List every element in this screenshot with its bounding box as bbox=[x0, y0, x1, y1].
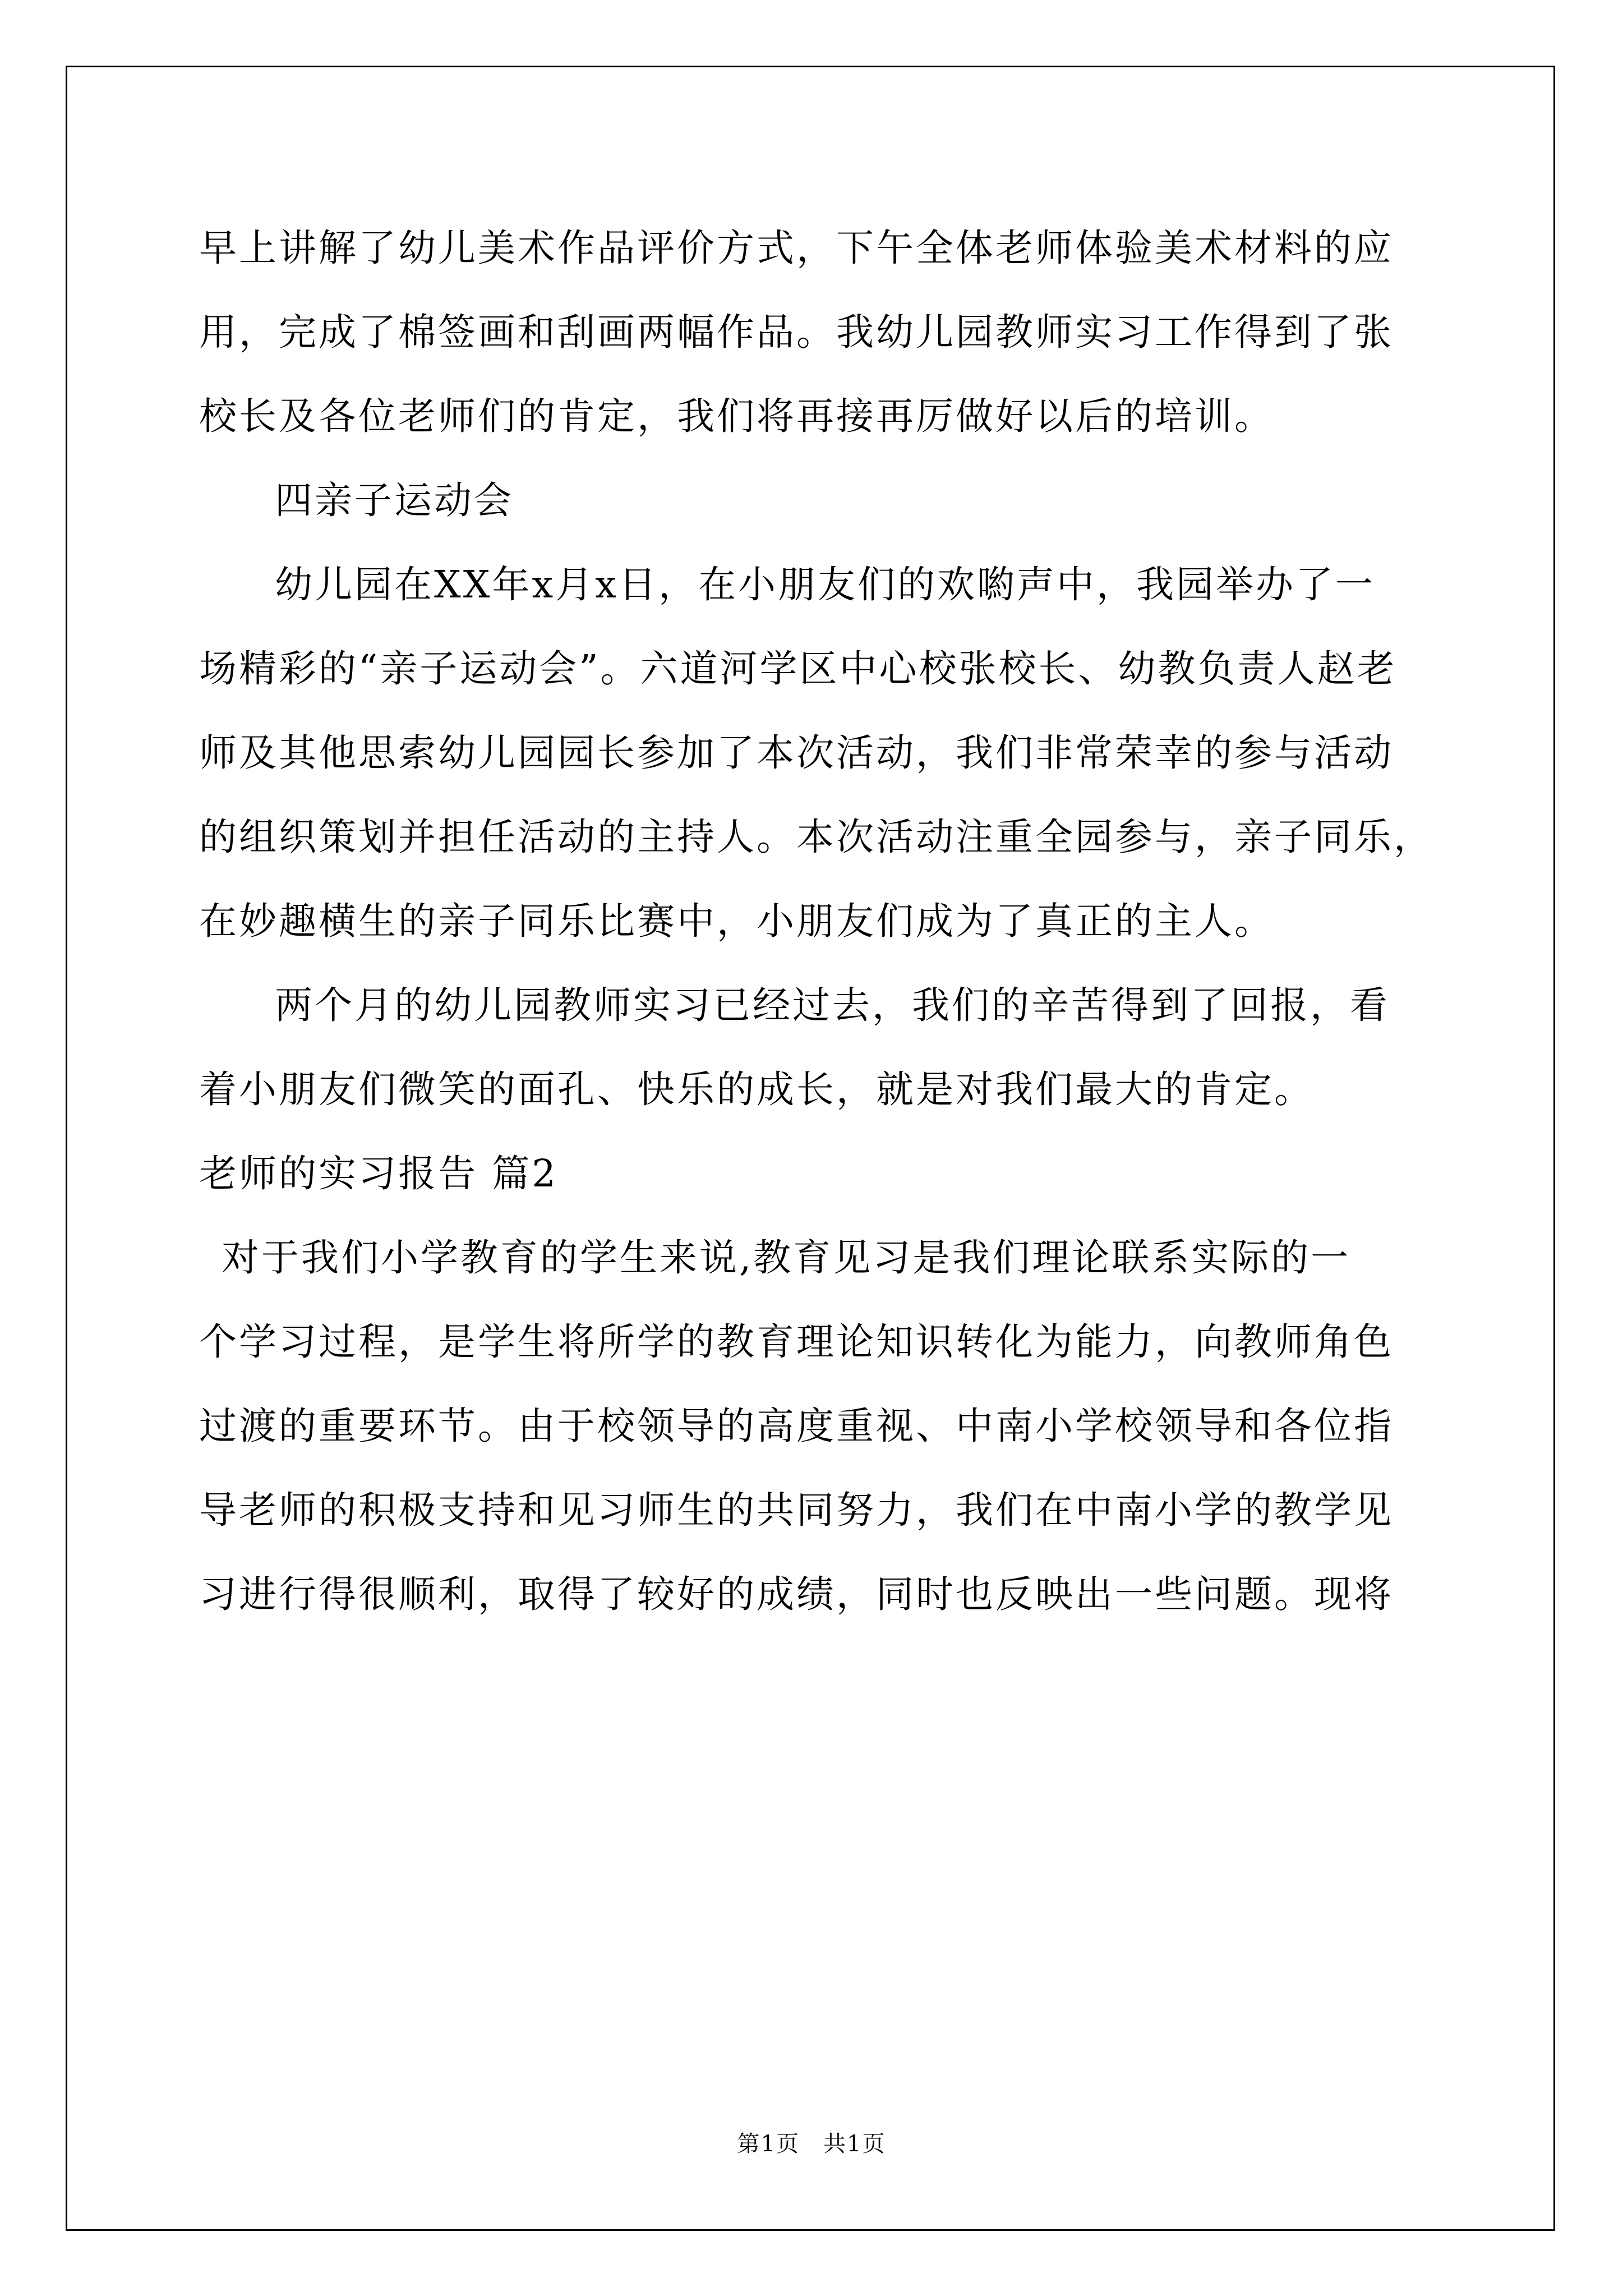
paragraph-line: 校长及各位老师们的肯定，我们将再接再厉做好以后的培训。 bbox=[199, 394, 1274, 438]
section-heading: 四亲子运动会 bbox=[275, 478, 514, 522]
article-title: 老师的实习报告 篇2 bbox=[199, 1152, 558, 1195]
paragraph-line: 在妙趣横生的亲子同乐比赛中，小朋友们成为了真正的主人。 bbox=[199, 899, 1274, 943]
paragraph-line: 用，完成了棉签画和刮画两幅作品。我幼儿园教师实习工作得到了张 bbox=[199, 310, 1394, 354]
paragraph-line: 幼儿园在XX年x月x日，在小朋友们的欢喲声中，我园举办了一 bbox=[275, 563, 1375, 606]
paragraph-line: 早上讲解了幼儿美术作品评价方式，下午全体老师体验美术材料的应 bbox=[199, 226, 1394, 270]
document-body bbox=[199, 206, 1455, 1636]
paragraph-line: 师及其他思索幼儿园园长参加了本次活动，我们非常荣幸的参与活动 bbox=[199, 731, 1394, 775]
paragraph-line: 的组织策划并担任活动的主持人。本次活动注重全园参与，亲子同乐， bbox=[199, 815, 1433, 859]
paragraph-line: 习进行得很顺利，取得了较好的成绩，同时也反映出一些问题。现将 bbox=[199, 1572, 1394, 1616]
paragraph-line: 过渡的重要环节。由于校领导的高度重视、中南小学校领导和各位指 bbox=[199, 1404, 1394, 1448]
paragraph-line: 个学习过程，是学生将所学的教育理论知识转化为能力，向教师角色 bbox=[199, 1320, 1394, 1364]
paragraph-line: 两个月的幼儿园教师实习已经过去，我们的辛苦得到了回报，看 bbox=[275, 983, 1390, 1027]
paragraph-line: 导老师的积极支持和见习师生的共同努力，我们在中南小学的教学见 bbox=[199, 1488, 1394, 1532]
paragraph-line: 场精彩的“亲子运动会”。六道河学区中心校张校长、幼教负责人赵老 bbox=[199, 647, 1397, 691]
page-number-footer: 第1页 共1页 bbox=[737, 2131, 886, 2157]
paragraph-line: 对于我们小学教育的学生来说,教育见习是我们理论联系实际的一 bbox=[222, 1236, 1351, 1280]
paragraph-line: 着小朋友们微笑的面孔、快乐的成长，就是对我们最大的肯定。 bbox=[199, 1068, 1314, 1111]
